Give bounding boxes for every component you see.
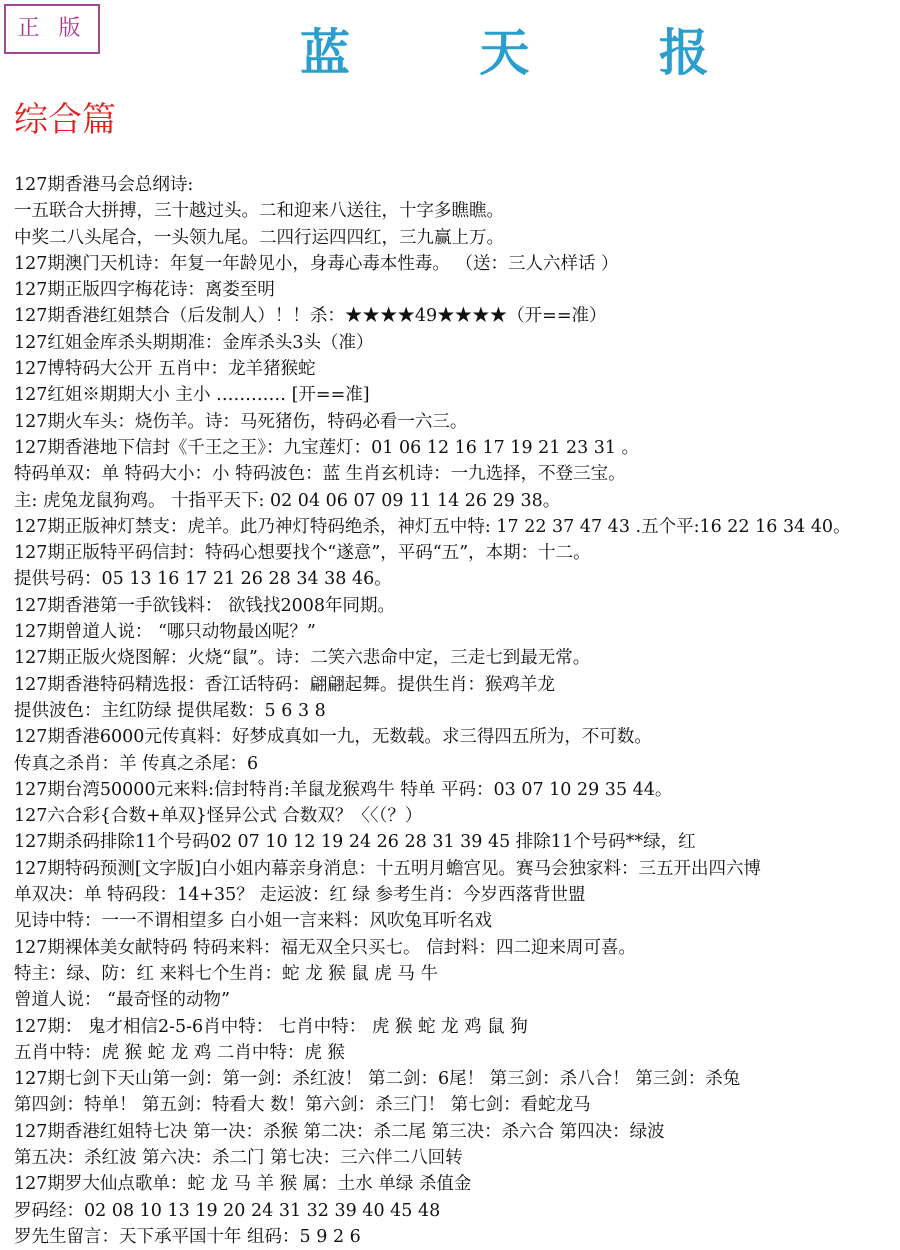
text-line: 127博特码大公开 五肖中：龙羊猪猴蛇 (14, 359, 316, 380)
newspaper-masthead: 蓝 天 报 (300, 23, 765, 82)
text-line: 127期火车头：烧伤羊。诗：马死猪伤，特码必看一六三。 (14, 411, 468, 432)
text-line: 罗先生留言：天下承平国十年 组码：5 9 2 6 (14, 1226, 361, 1247)
text-line: 见诗中特：一一不谓相望多 白小姐一言来料：风吹兔耳听名戏 (14, 911, 493, 932)
text-line: 单双决：单 特码段：14+35？ 走运波：红 绿 参考生肖：今岁西落背世盟 (14, 885, 586, 906)
text-line: 127期正版神灯禁支：虎羊。此乃神灯特码绝杀，神灯五中特: 17 22 37 47 43 .五个平:16 22 16 34 40。 (14, 516, 851, 537)
text-line: 127期香港地下信封《千王之王》：九宝莲灯：01 06 12 16 17 19 21 23 31 。 (14, 437, 640, 458)
text-line: 127期香港红姐禁合（后发制人）！！杀：★★★★49★★★★（开==准） (14, 306, 607, 327)
text-line: 127期香港马会总纲诗: (14, 175, 194, 195)
text-line: 提供号码：05 13 16 17 21 26 28 34 38 46。 (14, 569, 392, 590)
text-line: 127期特码预测[文字版]白小姐内幕亲身消息：十五明月蟾宫见。赛马会独家料：三五开出四六博 (14, 858, 762, 879)
authentic-badge: 正 版 (4, 4, 100, 54)
text-line: 127红姐※期期大小 主小 ………… [开==准] (14, 385, 370, 406)
text-line: 127期澳门天机诗：年复一年龄见小，身毒心毒本性毒。 （送：三人六样话 ） (14, 253, 619, 274)
text-line: 传真之杀肖：羊 传真之杀尾：6 (14, 753, 259, 774)
text-line: 127期台湾50000元来料:信封特肖:羊鼠龙猴鸡牛 特单 平码：03 07 10 29 35 44。 (14, 779, 673, 800)
text-line: 127期正版特平码信封：特码心想要找个“遂意”，平码“五”，本期：十二。 (14, 543, 591, 564)
text-line: 127期香港6000元传真料：好梦成真如一九，无数载。求三得四五所为，不可数。 (14, 727, 652, 748)
text-line: 127六合彩{合数+单双}怪异公式 合数双？〈〈（？） (14, 806, 423, 827)
text-line: 127期七剑下天山第一剑：第一剑：杀红波！ 第二剑：6尾！ 第三剑：杀八合！ 第三剑：杀兔 (14, 1069, 741, 1090)
text-line: 127期香港第一手欲钱料： 欲钱找2008年同期。 (14, 595, 395, 616)
text-line: 第五决：杀红波 第六决：杀二门 第七决：三六伴二八回转 (14, 1147, 463, 1168)
text-line: 127期： 鬼才相信2-5-6肖中特： 七肖中特： 虎 猴 蛇 龙 鸡 鼠 狗 (14, 1016, 528, 1037)
text-line: 127红姐金库杀头期期准：金库杀头3头（准） (14, 332, 374, 353)
text-line: 一五联合大拼搏，三十越过头。二和迎来八送往，十字多瞧瞧。 (14, 201, 504, 222)
text-line: 主: 虎兔龙鼠狗鸡。 十指平天下: 02 04 06 07 09 11 14 26 29 38。 (14, 490, 561, 511)
text-line: 中奖二八头尾合，一头领九尾。二四行运四四红，三九赢上万。 (14, 227, 504, 248)
text-line: 127期裸体美女献特码 特码来料：福无双全只买七。 信封料：四二迎来周可喜。 (14, 937, 637, 958)
text-line: 127期正版火烧图解：火烧“鼠”。诗：二笑六悲命中定，三走七到最无常。 (14, 648, 591, 669)
text-line: 127期香港特码精选报：香江话特码：翩翩起舞。提供生肖：猴鸡羊龙 (14, 674, 555, 695)
text-line: 特码单双：单 特码大小：小 特码波色：蓝 生肖玄机诗：一九选择，不登三宝。 (14, 464, 626, 485)
text-line: 127期杀码排除11个号码02 07 10 12 19 24 26 28 31 39 45 排除11个号码**绿，红 (14, 832, 696, 853)
text-line: 曾道人说： “最奇怪的动物” (14, 990, 230, 1011)
text-line: 127期曾道人说： “哪只动物最凶呢？” (14, 622, 316, 643)
section-title: 综合篇 (14, 100, 116, 140)
text-line: 提供波色：主红防绿 提供尾数：5 6 3 8 (14, 700, 326, 721)
text-line: 罗码经：02 08 10 13 19 20 24 31 32 39 40 45 48 (14, 1200, 441, 1221)
text-line: 五肖中特：虎 猴 蛇 龙 鸡 二肖中特：虎 猴 (14, 1042, 345, 1063)
content-lines (14, 172, 898, 1250)
text-line: 127期罗大仙点歌单：蛇 龙 马 羊 猴 属：土水 单绿 杀值金 (14, 1174, 472, 1195)
text-line: 第四剑：特单！ 第五剑：特看大 数！第六剑：杀三门！ 第七剑：看蛇龙马 (14, 1095, 591, 1116)
text-line: 127期香港红姐特七决 第一决：杀猴 第二决：杀二尾 第三决：杀六合 第四决：绿波 (14, 1121, 665, 1142)
text-line: 特主：绿、防：红 来料七个生肖：蛇 龙 猴 鼠 虎 马 牛 (14, 963, 438, 984)
text-line: 127期正版四字梅花诗：离娄至明 (14, 280, 275, 301)
